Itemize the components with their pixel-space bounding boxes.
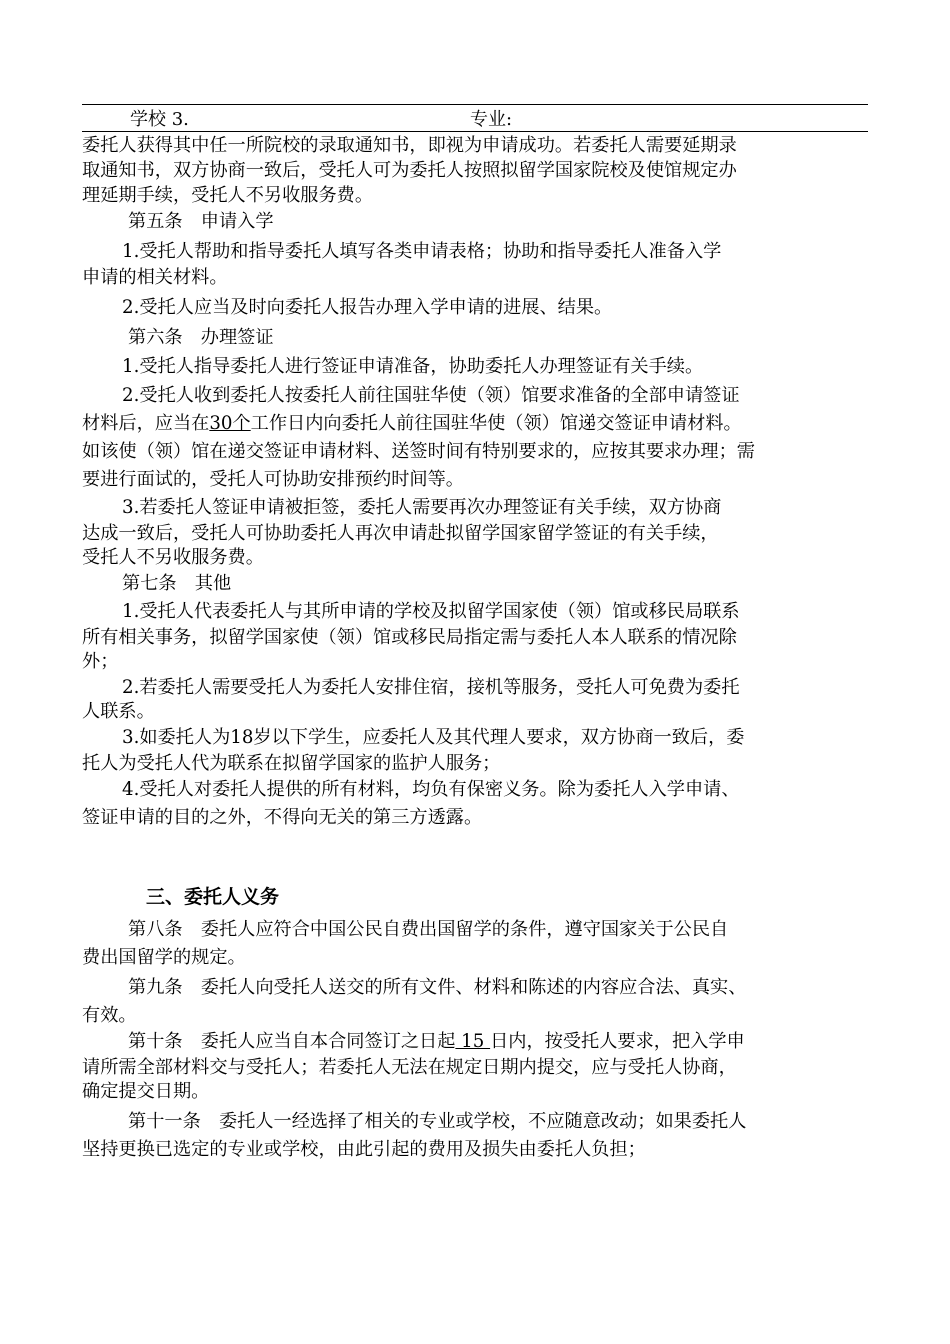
paragraph-line: 人联系。 [82,701,155,722]
paragraph-line: 外； [82,651,119,672]
table-bottom-border [82,131,868,132]
article-7-title: 第七条 其他 [122,573,232,594]
paragraph-line: 取通知书，双方协商一致后，受托人可为委托人按照拟留学国家院校及使馆规定办 [82,160,737,181]
paragraph-line: 达成一致后，受托人可协助委托人再次申请赴拟留学国家留学签证的有关手续， [82,523,719,544]
paragraph-line: 1.受托人指导委托人进行签证申请准备，协助委托人办理签证有关手续。 [122,356,704,377]
paragraph-line: 签证申请的目的之外，不得向无关的第三方透露。 [82,807,483,828]
days-value: 15 [455,1031,491,1052]
paragraph-line: 确定提交日期。 [82,1081,210,1102]
paragraph-line [128,1030,745,1054]
paragraph-line: 理延期手续，受托人不另收服务费。 [82,185,374,206]
paragraph-line: 要进行面试的，受托人可协助安排预约时间等。 [82,469,464,490]
paragraph-line: 委托人获得其中任一所院校的录取通知书，即视为申请成功。若委托人需要延期录 [82,135,737,156]
text-run: 第十条 委托人应当自本合同签订之日起 [128,1031,456,1052]
paragraph-line: 1.受托人代表委托人与其所申请的学校及拟留学国家使（领）馆或移民局联系 [122,601,740,622]
paragraph-line: 申请的相关材料。 [82,267,228,288]
paragraph-line [82,412,742,436]
paragraph-line: 所有相关事务，拟留学国家使（领）馆或移民局指定需与委托人本人联系的情况除 [82,627,737,648]
article-5-title: 第五条 申请入学 [128,211,274,232]
paragraph-line: 受托人不另收服务费。 [82,547,264,568]
section-heading: 三、委托人义务 [146,886,280,908]
paragraph-line: 第十一条 委托人一经选择了相关的专业或学校，不应随意改动；如果委托人 [128,1111,747,1132]
text-run: 材料后，应当在 [82,413,210,434]
paragraph-line: 3.如委托人为18岁以下学生，应委托人及其代理人要求，双方协商一致后，委 [122,727,745,748]
paragraph-line: 有效。 [82,1005,137,1026]
school-label: 学校 3. [130,109,189,130]
paragraph-line: 托人为受托人代为联系在拟留学国家的监护人服务； [82,753,501,774]
paragraph-line: 2.受托人收到委托人按委托人前往国驻华使（领）馆要求准备的全部申请签证 [122,385,740,406]
paragraph-line: 2.若委托人需要受托人为委托人安排住宿，接机等服务，受托人可免费为委托 [122,677,740,698]
table-top-border [82,104,868,105]
paragraph-line: 1.受托人帮助和指导委托人填写各类申请表格；协助和指导委托人准备入学 [122,241,722,262]
table-header-row [82,108,868,132]
paragraph-line: 如该使（领）馆在递交签证申请材料、送签时间有特别要求的，应按其要求办理；需 [82,441,755,462]
paragraph-line: 费出国留学的规定。 [82,947,246,968]
working-days-value: 30个 [209,413,251,434]
text-run: 工作日内向委托人前往国驻华使（领）馆递交签证申请材料。 [250,413,742,434]
major-label: 专业: [470,109,513,130]
paragraph-line: 3.若委托人签证申请被拒签，委托人需要再次办理签证有关手续，双方协商 [122,497,722,518]
paragraph-line: 第九条 委托人向受托人送交的所有文件、材料和陈述的内容应合法、真实、 [128,977,747,998]
paragraph-line: 坚持更换已选定的专业或学校，由此引起的费用及损失由委托人负担； [82,1139,646,1160]
paragraph-line: 4.受托人对委托人提供的所有材料，均负有保密义务。除为委托人入学申请、 [122,779,740,800]
paragraph-line: 2.受托人应当及时向委托人报告办理入学申请的进展、结果。 [122,297,613,318]
paragraph-line: 请所需全部材料交与受托人；若委托人无法在规定日期内提交，应与受托人协商， [82,1057,737,1078]
paragraph-line: 第八条 委托人应符合中国公民自费出国留学的条件，遵守国家关于公民自 [128,919,729,940]
text-run: 日内，按受托人要求，把入学申 [490,1031,745,1052]
article-6-title: 第六条 办理签证 [128,327,274,348]
